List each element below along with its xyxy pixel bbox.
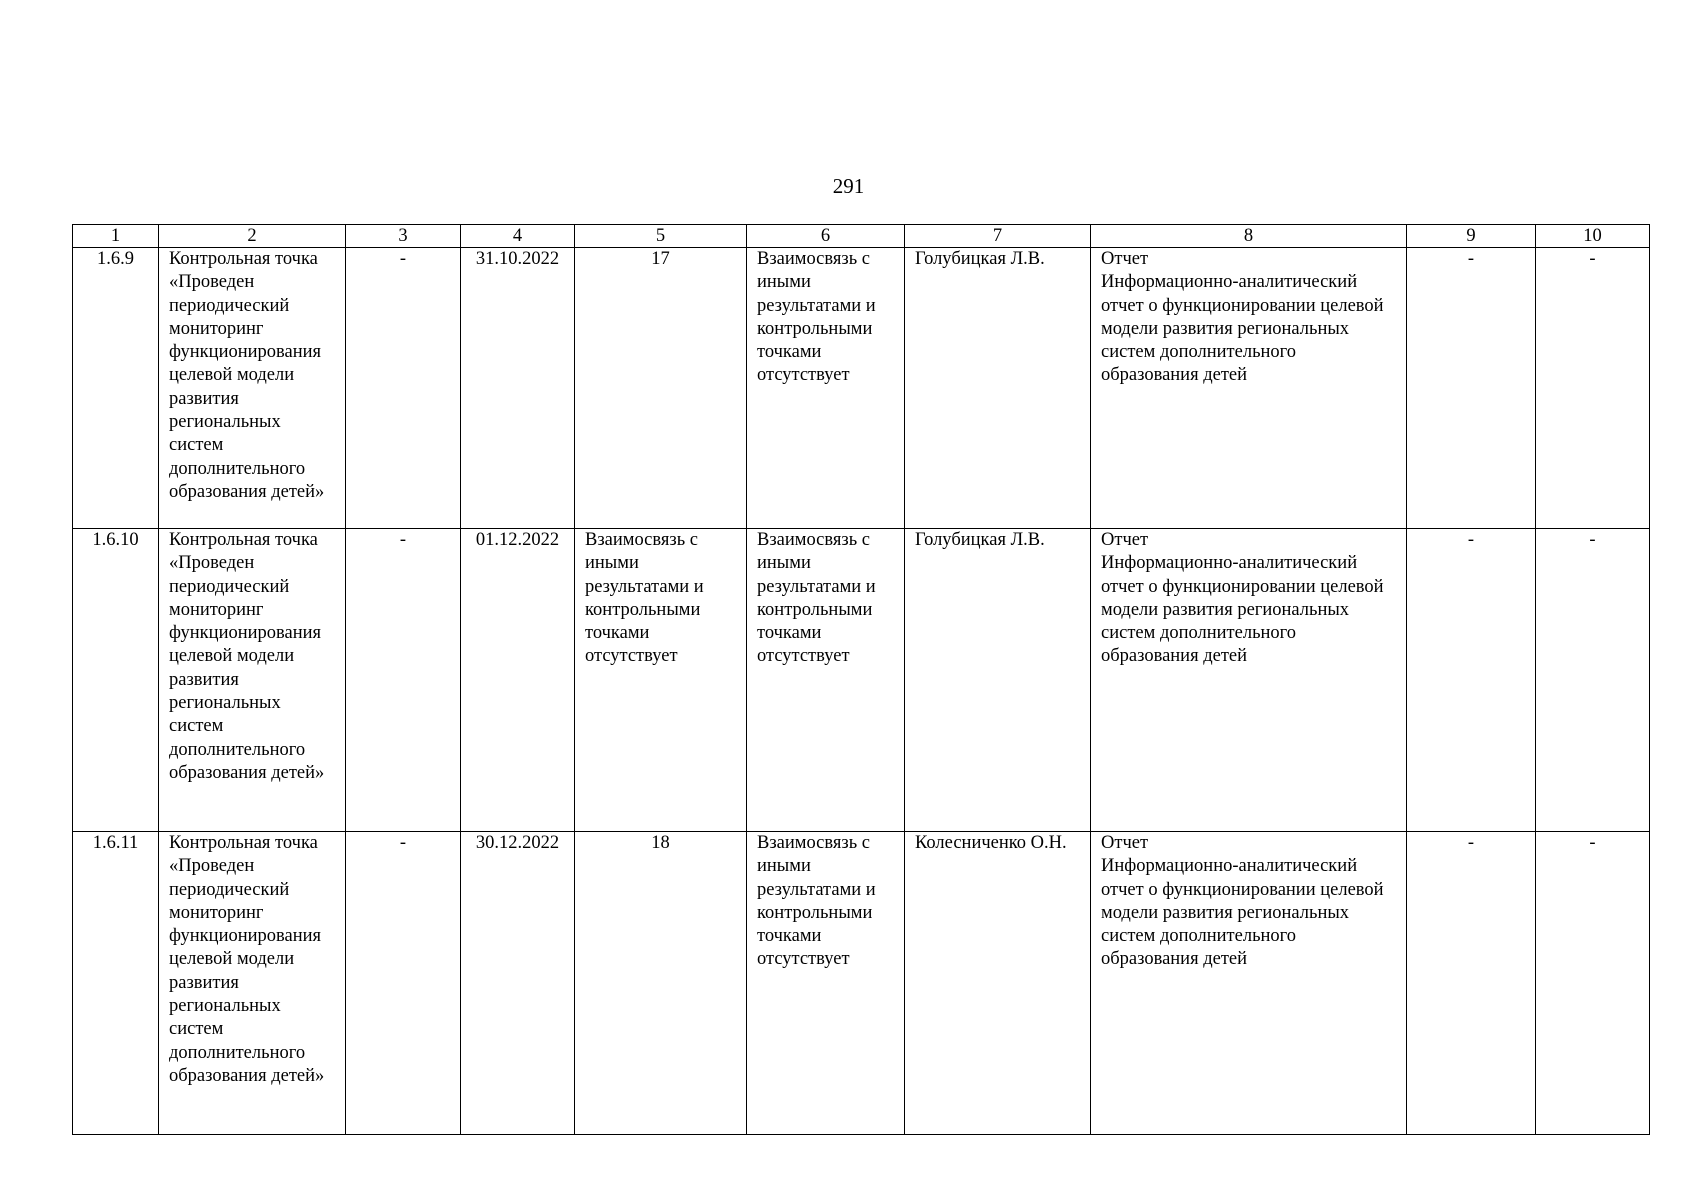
table-row — [73, 529, 1650, 832]
column-9-value: - — [1407, 529, 1536, 832]
document-description: Информационно-аналитический отчет о функционировании целевой модели развития региональных систем дополнительного образования детей — [1101, 553, 1384, 667]
column-9-value: - — [1407, 832, 1536, 1135]
column-3-value: - — [346, 248, 461, 529]
responsible-person: Голубицкая Л.В. — [905, 529, 1091, 832]
column-header: 2 — [159, 225, 346, 248]
relation-text: Взаимосвязь с иными результатами и контрольными точками отсутствует — [747, 832, 905, 1135]
column-9-value: - — [1407, 248, 1536, 529]
completion-date: 01.12.2022 — [461, 529, 575, 832]
column-header: 6 — [747, 225, 905, 248]
document-type: Отчет — [1101, 249, 1149, 269]
column-header: 9 — [1407, 225, 1536, 248]
column-header: 7 — [905, 225, 1091, 248]
document-type: Отчет — [1101, 530, 1149, 550]
row-number: 1.6.9 — [73, 248, 159, 529]
column-header: 3 — [346, 225, 461, 248]
column-10-value: - — [1536, 248, 1650, 529]
document-description: Информационно-аналитический отчет о функционировании целевой модели развития региональных систем дополнительного образования детей — [1101, 272, 1384, 386]
responsible-person: Колесниченко О.Н. — [905, 832, 1091, 1135]
relation-text: Взаимосвязь с иными результатами и контрольными точками отсутствует — [747, 529, 905, 832]
column-3-value: - — [346, 832, 461, 1135]
page-number: 291 — [832, 174, 865, 198]
document-description: Информационно-аналитический отчет о функционировании целевой модели развития региональных систем дополнительного образования детей — [1101, 856, 1384, 970]
column-5-value: 18 — [575, 832, 747, 1135]
document-cell — [1091, 832, 1407, 1135]
control-point-name: Контрольная точка «Проведен периодический мониторинг функционирования целевой модели развития региональных систем дополнительного образования детей» — [159, 832, 346, 1135]
control-points-table — [72, 224, 1650, 1135]
row-number: 1.6.11 — [73, 832, 159, 1135]
column-header: 1 — [73, 225, 159, 248]
table-header-row — [73, 225, 1650, 248]
table-row — [73, 248, 1650, 529]
completion-date: 31.10.2022 — [461, 248, 575, 529]
column-3-value: - — [346, 529, 461, 832]
completion-date: 30.12.2022 — [461, 832, 575, 1135]
document-cell — [1091, 529, 1407, 832]
control-point-name: Контрольная точка «Проведен периодический мониторинг функционирования целевой модели развития региональных систем дополнительного образования детей» — [159, 248, 346, 529]
column-header: 5 — [575, 225, 747, 248]
relation-text: Взаимосвязь с иными результатами и контрольными точками отсутствует — [747, 248, 905, 529]
column-5-value: 17 — [575, 248, 747, 529]
document-cell — [1091, 248, 1407, 529]
column-header: 8 — [1091, 225, 1407, 248]
column-10-value: - — [1536, 529, 1650, 832]
document-type: Отчет — [1101, 833, 1149, 853]
responsible-person: Голубицкая Л.В. — [905, 248, 1091, 529]
table-row — [73, 832, 1650, 1135]
control-point-name: Контрольная точка «Проведен периодический мониторинг функционирования целевой модели развития региональных систем дополнительного образования детей» — [159, 529, 346, 832]
column-5-value: Взаимосвязь с иными результатами и контрольными точками отсутствует — [575, 529, 747, 832]
row-number: 1.6.10 — [73, 529, 159, 832]
column-header: 4 — [461, 225, 575, 248]
column-10-value: - — [1536, 832, 1650, 1135]
column-header: 10 — [1536, 225, 1650, 248]
